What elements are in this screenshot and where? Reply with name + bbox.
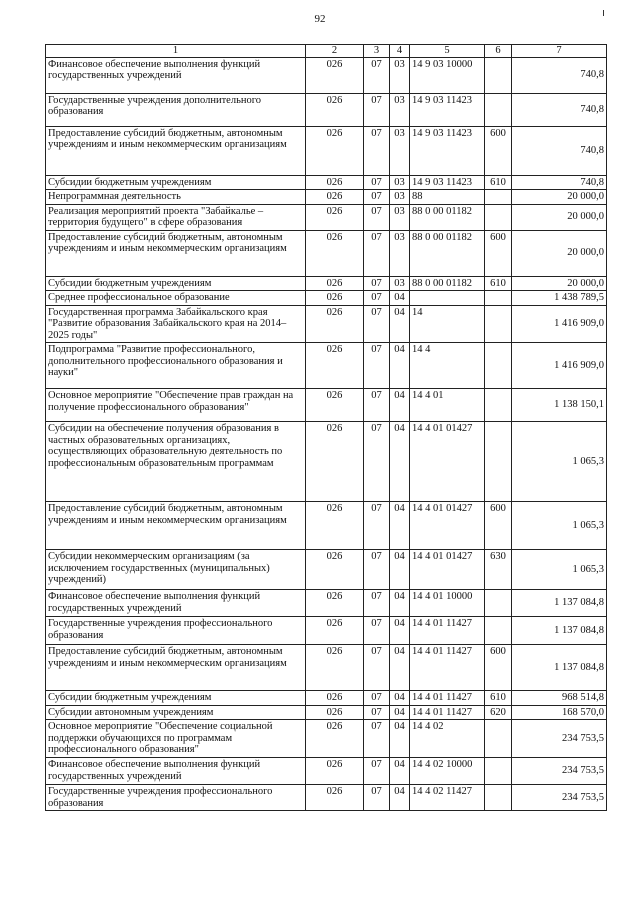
row-name-cell: Государственные учреждения профессионального образования <box>46 785 306 811</box>
row-pr-cell: 04 <box>390 617 410 645</box>
row-vr-cell: 600 <box>485 230 512 276</box>
row-ved-cell: 026 <box>306 230 364 276</box>
row-ved-cell: 026 <box>306 190 364 205</box>
row-name-cell: Финансовое обеспечение выполнения функций государственных учреждений <box>46 57 306 93</box>
row-csr-cell: 14 4 01 11427 <box>410 705 485 720</box>
row-name-cell: Субсидии бюджетным учреждениям <box>46 691 306 706</box>
row-pr-cell: 04 <box>390 305 410 343</box>
row-ved-cell: 026 <box>306 175 364 190</box>
table-row <box>46 720 607 758</box>
row-ved-cell: 026 <box>306 691 364 706</box>
row-ved-cell: 026 <box>306 291 364 306</box>
row-ved-cell: 026 <box>306 204 364 230</box>
row-sum-cell: 168 570,0 <box>512 705 607 720</box>
row-vr-cell: 610 <box>485 276 512 291</box>
row-rz-cell: 07 <box>364 204 390 230</box>
row-ved-cell: 026 <box>306 57 364 93</box>
table-row <box>46 758 607 785</box>
row-vr-cell: 600 <box>485 126 512 175</box>
row-csr-cell: 88 <box>410 190 485 205</box>
table-row <box>46 691 607 706</box>
row-pr-cell: 03 <box>390 230 410 276</box>
row-csr-cell: 14 9 03 10000 <box>410 57 485 93</box>
row-pr-cell: 04 <box>390 785 410 811</box>
row-csr-cell: 14 4 02 10000 <box>410 758 485 785</box>
row-vr-cell <box>485 758 512 785</box>
table-row <box>46 389 607 422</box>
row-sum-cell: 20 000,0 <box>512 276 607 291</box>
table-row <box>46 291 607 306</box>
row-sum-cell: 20 000,0 <box>512 190 607 205</box>
row-name-cell: Государственные учреждения дополнительного образования <box>46 93 306 126</box>
row-rz-cell: 07 <box>364 276 390 291</box>
row-name-cell: Государственные учреждения профессионального образования <box>46 617 306 645</box>
column-header: 1 <box>46 45 306 58</box>
row-rz-cell: 07 <box>364 93 390 126</box>
row-ved-cell: 026 <box>306 422 364 502</box>
row-name-cell: Основное мероприятие "Обеспечение прав граждан на получение профессионального образования" <box>46 389 306 422</box>
row-sum-cell: 740,8 <box>512 175 607 190</box>
column-header: 2 <box>306 45 364 58</box>
table-row <box>46 190 607 205</box>
row-vr-cell: 630 <box>485 550 512 590</box>
row-pr-cell: 03 <box>390 276 410 291</box>
row-name-cell: Субсидии на обеспечение получения образования в частных образовательных организациях, осуществляющих образовательную деятельность по профессиональным образовательным программам <box>46 422 306 502</box>
scan-edge-mark <box>603 10 604 16</box>
row-vr-cell <box>485 617 512 645</box>
row-sum-cell: 20 000,0 <box>512 230 607 276</box>
row-rz-cell: 07 <box>364 617 390 645</box>
row-name-cell: Непрограммная деятельность <box>46 190 306 205</box>
table-row <box>46 343 607 389</box>
table-body <box>46 57 607 811</box>
row-rz-cell: 07 <box>364 550 390 590</box>
row-vr-cell <box>485 291 512 306</box>
row-csr-cell: 14 <box>410 305 485 343</box>
row-vr-cell <box>485 305 512 343</box>
row-pr-cell: 03 <box>390 57 410 93</box>
row-sum-cell: 740,8 <box>512 57 607 93</box>
row-rz-cell: 07 <box>364 645 390 691</box>
row-sum-cell: 234 753,5 <box>512 758 607 785</box>
row-sum-cell: 1 065,3 <box>512 422 607 502</box>
row-sum-cell: 234 753,5 <box>512 785 607 811</box>
table-row <box>46 57 607 93</box>
row-vr-cell: 610 <box>485 175 512 190</box>
budget-table <box>45 44 607 811</box>
row-pr-cell: 04 <box>390 550 410 590</box>
row-pr-cell: 04 <box>390 645 410 691</box>
row-sum-cell: 1 065,3 <box>512 550 607 590</box>
row-name-cell: Предоставление субсидий бюджетным, автономным учреждениям и иным некоммерческим организациям <box>46 502 306 550</box>
row-rz-cell: 07 <box>364 230 390 276</box>
table-row <box>46 617 607 645</box>
row-name-cell: Субсидии автономным учреждениям <box>46 705 306 720</box>
row-ved-cell: 026 <box>306 343 364 389</box>
row-csr-cell: 14 9 03 11423 <box>410 126 485 175</box>
row-ved-cell: 026 <box>306 305 364 343</box>
row-pr-cell: 04 <box>390 691 410 706</box>
row-rz-cell: 07 <box>364 691 390 706</box>
row-rz-cell: 07 <box>364 126 390 175</box>
page-number: 92 <box>314 13 326 25</box>
table-row <box>46 785 607 811</box>
row-rz-cell: 07 <box>364 190 390 205</box>
row-rz-cell: 07 <box>364 343 390 389</box>
row-rz-cell: 07 <box>364 422 390 502</box>
row-sum-cell: 1 137 084,8 <box>512 617 607 645</box>
table-row <box>46 502 607 550</box>
row-vr-cell <box>485 422 512 502</box>
row-csr-cell: 14 4 01 01427 <box>410 502 485 550</box>
row-sum-cell: 1 137 084,8 <box>512 590 607 617</box>
row-ved-cell: 026 <box>306 758 364 785</box>
row-vr-cell: 610 <box>485 691 512 706</box>
row-pr-cell: 03 <box>390 93 410 126</box>
row-ved-cell: 026 <box>306 502 364 550</box>
row-sum-cell: 1 438 789,5 <box>512 291 607 306</box>
row-name-cell: Среднее профессиональное образование <box>46 291 306 306</box>
row-rz-cell: 07 <box>364 57 390 93</box>
row-name-cell: Реализация мероприятий проекта "Забайкалье – территория будущего" в сфере образования <box>46 204 306 230</box>
row-sum-cell: 740,8 <box>512 126 607 175</box>
row-csr-cell: 88 0 00 01182 <box>410 204 485 230</box>
row-name-cell: Субсидии бюджетным учреждениям <box>46 276 306 291</box>
row-csr-cell: 14 4 01 <box>410 389 485 422</box>
row-csr-cell: 14 4 01 11427 <box>410 645 485 691</box>
row-pr-cell: 03 <box>390 190 410 205</box>
row-ved-cell: 026 <box>306 126 364 175</box>
row-rz-cell: 07 <box>364 389 390 422</box>
row-csr-cell: 14 4 01 10000 <box>410 590 485 617</box>
row-sum-cell: 1 137 084,8 <box>512 645 607 691</box>
row-csr-cell <box>410 291 485 306</box>
column-header: 3 <box>364 45 390 58</box>
row-rz-cell: 07 <box>364 705 390 720</box>
row-vr-cell <box>485 785 512 811</box>
row-sum-cell: 1 416 909,0 <box>512 343 607 389</box>
row-vr-cell <box>485 343 512 389</box>
row-pr-cell: 04 <box>390 389 410 422</box>
row-name-cell: Финансовое обеспечение выполнения функций государственных учреждений <box>46 590 306 617</box>
table-row <box>46 590 607 617</box>
row-name-cell: Подпрограмма "Развитие профессионального, дополнительного профессионального образования и науки" <box>46 343 306 389</box>
row-pr-cell: 04 <box>390 422 410 502</box>
row-ved-cell: 026 <box>306 705 364 720</box>
row-name-cell: Предоставление субсидий бюджетным, автономным учреждениям и иным некоммерческим организациям <box>46 126 306 175</box>
row-ved-cell: 026 <box>306 617 364 645</box>
table-row <box>46 126 607 175</box>
row-sum-cell: 1 138 150,1 <box>512 389 607 422</box>
row-vr-cell <box>485 590 512 617</box>
row-csr-cell: 88 0 00 01182 <box>410 230 485 276</box>
row-vr-cell <box>485 204 512 230</box>
row-ved-cell: 026 <box>306 550 364 590</box>
row-pr-cell: 04 <box>390 720 410 758</box>
row-pr-cell: 03 <box>390 204 410 230</box>
row-csr-cell: 14 4 <box>410 343 485 389</box>
row-sum-cell: 740,8 <box>512 93 607 126</box>
table-row <box>46 230 607 276</box>
table-row <box>46 305 607 343</box>
row-csr-cell: 14 4 01 01427 <box>410 550 485 590</box>
row-pr-cell: 04 <box>390 590 410 617</box>
row-name-cell: Основное мероприятие "Обеспечение социальной поддержки обучающихся по программам профессионального образования" <box>46 720 306 758</box>
row-vr-cell: 600 <box>485 502 512 550</box>
column-header: 5 <box>410 45 485 58</box>
row-csr-cell: 14 9 03 11423 <box>410 175 485 190</box>
row-ved-cell: 026 <box>306 276 364 291</box>
row-vr-cell <box>485 389 512 422</box>
table-row <box>46 550 607 590</box>
row-csr-cell: 14 4 01 01427 <box>410 422 485 502</box>
row-vr-cell <box>485 190 512 205</box>
row-rz-cell: 07 <box>364 758 390 785</box>
row-name-cell: Предоставление субсидий бюджетным, автономным учреждениям и иным некоммерческим организациям <box>46 645 306 691</box>
row-csr-cell: 14 4 02 11427 <box>410 785 485 811</box>
row-ved-cell: 026 <box>306 645 364 691</box>
row-ved-cell: 026 <box>306 389 364 422</box>
row-pr-cell: 04 <box>390 705 410 720</box>
row-name-cell: Предоставление субсидий бюджетным, автономным учреждениям и иным некоммерческим организациям <box>46 230 306 276</box>
row-csr-cell: 14 4 01 11427 <box>410 617 485 645</box>
row-rz-cell: 07 <box>364 291 390 306</box>
row-sum-cell: 968 514,8 <box>512 691 607 706</box>
row-rz-cell: 07 <box>364 785 390 811</box>
row-pr-cell: 04 <box>390 758 410 785</box>
row-name-cell: Субсидии некоммерческим организациям (за исключением государственных (муниципальных) учреждений) <box>46 550 306 590</box>
row-csr-cell: 14 4 02 <box>410 720 485 758</box>
table-row <box>46 276 607 291</box>
row-sum-cell: 1 065,3 <box>512 502 607 550</box>
row-sum-cell: 234 753,5 <box>512 720 607 758</box>
table-row <box>46 93 607 126</box>
row-vr-cell: 600 <box>485 645 512 691</box>
table-header-row <box>46 45 607 58</box>
row-pr-cell: 03 <box>390 175 410 190</box>
row-ved-cell: 026 <box>306 590 364 617</box>
row-name-cell: Финансовое обеспечение выполнения функций государственных учреждений <box>46 758 306 785</box>
row-csr-cell: 14 4 01 11427 <box>410 691 485 706</box>
row-pr-cell: 04 <box>390 343 410 389</box>
table-row <box>46 645 607 691</box>
row-vr-cell <box>485 720 512 758</box>
row-csr-cell: 88 0 00 01182 <box>410 276 485 291</box>
row-vr-cell: 620 <box>485 705 512 720</box>
row-ved-cell: 026 <box>306 93 364 126</box>
row-ved-cell: 026 <box>306 785 364 811</box>
row-vr-cell <box>485 57 512 93</box>
row-sum-cell: 20 000,0 <box>512 204 607 230</box>
row-rz-cell: 07 <box>364 590 390 617</box>
row-ved-cell: 026 <box>306 720 364 758</box>
row-rz-cell: 07 <box>364 502 390 550</box>
column-header: 6 <box>485 45 512 58</box>
row-vr-cell <box>485 93 512 126</box>
row-name-cell: Субсидии бюджетным учреждениям <box>46 175 306 190</box>
row-name-cell: Государственная программа Забайкальского края "Развитие образования Забайкальского края на 2014–2025 годы" <box>46 305 306 343</box>
table-row <box>46 204 607 230</box>
row-rz-cell: 07 <box>364 305 390 343</box>
row-rz-cell: 07 <box>364 720 390 758</box>
column-header: 7 <box>512 45 607 58</box>
table-row <box>46 175 607 190</box>
row-csr-cell: 14 9 03 11423 <box>410 93 485 126</box>
row-rz-cell: 07 <box>364 175 390 190</box>
table-row <box>46 705 607 720</box>
row-pr-cell: 04 <box>390 291 410 306</box>
table-row <box>46 422 607 502</box>
row-sum-cell: 1 416 909,0 <box>512 305 607 343</box>
row-pr-cell: 04 <box>390 502 410 550</box>
column-header: 4 <box>390 45 410 58</box>
row-pr-cell: 03 <box>390 126 410 175</box>
